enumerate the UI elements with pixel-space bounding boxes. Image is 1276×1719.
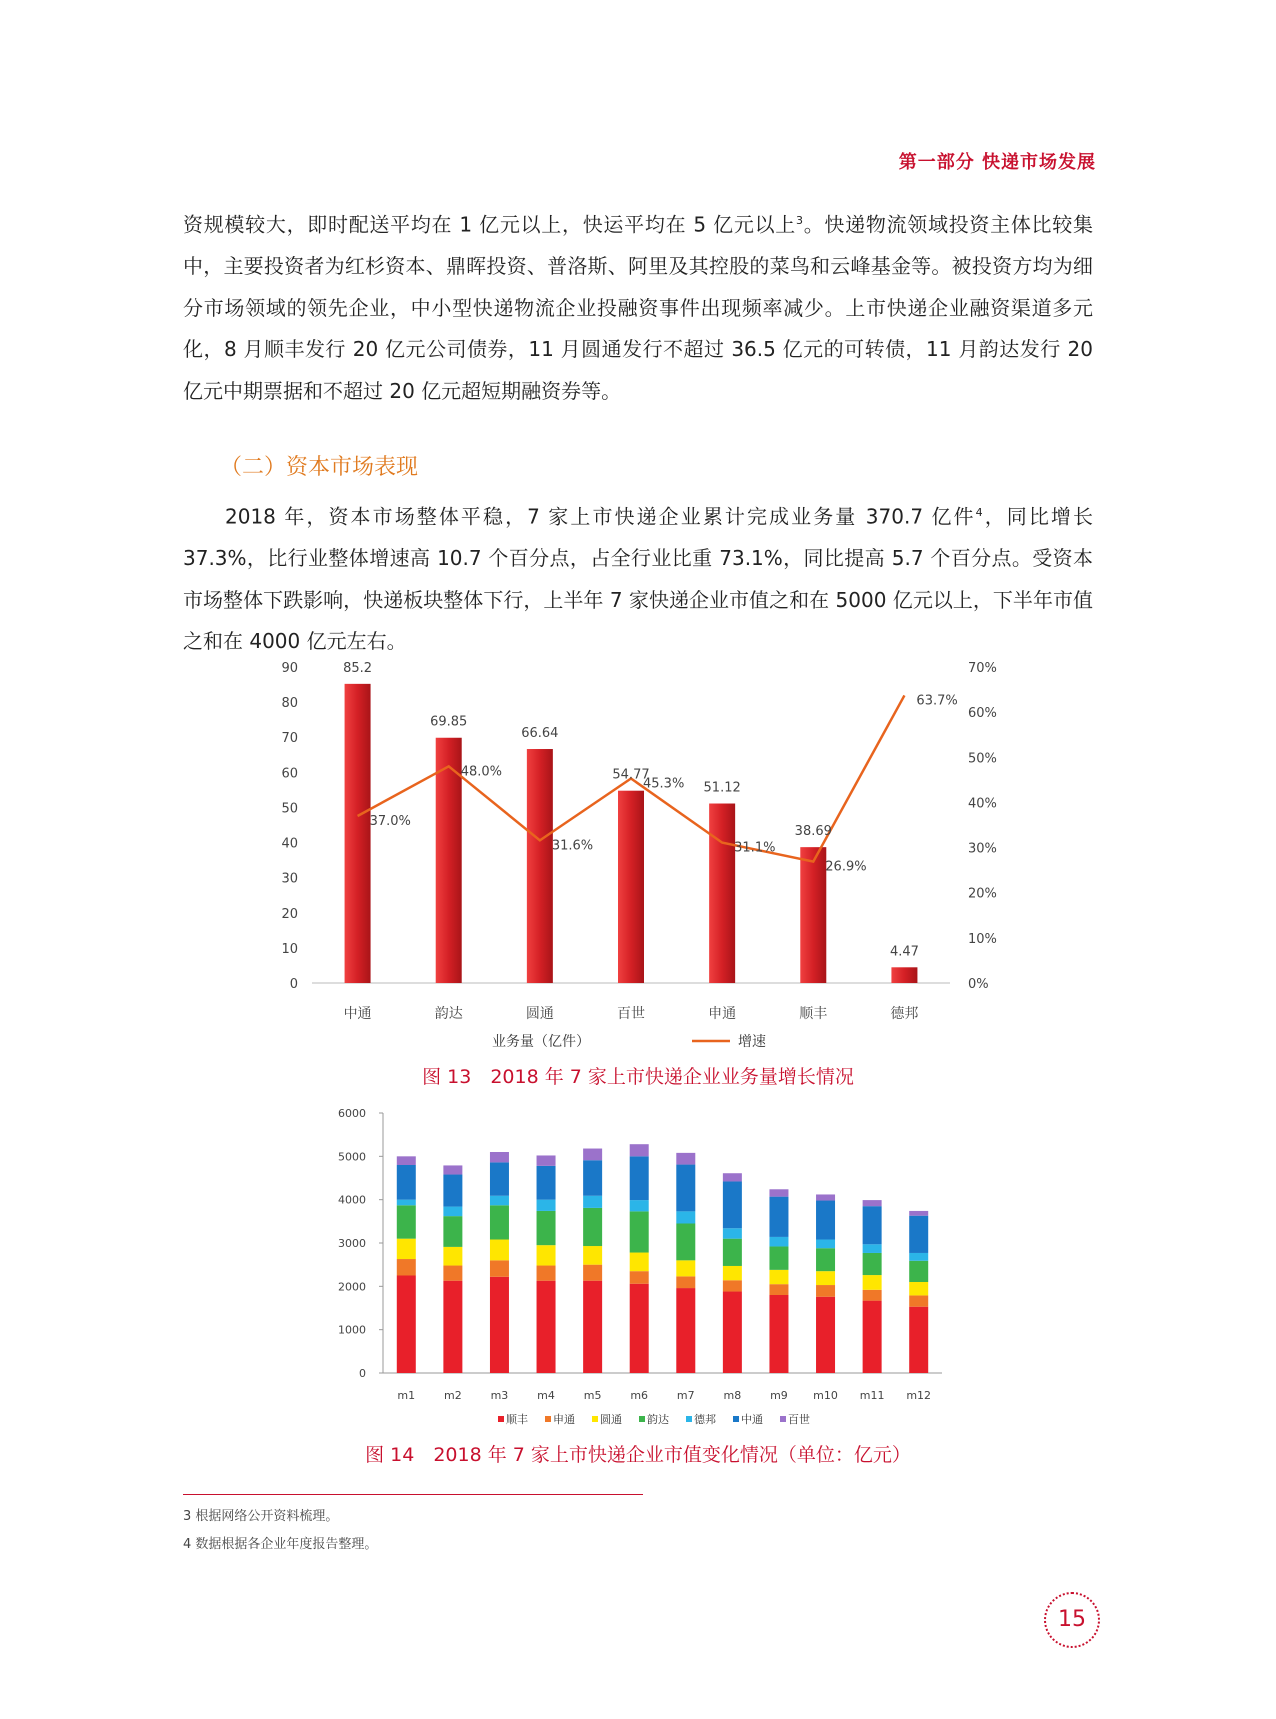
chart1-x-tick: 德邦 [890,1006,919,1022]
chart2-legend-label: 圆通 [600,1413,622,1426]
paragraph-1-text-a: 资规模较大，即时配送平均在 1 亿元以上，快运平均在 5 亿元以上 [183,212,796,237]
chart1-bar-label: 54.77 [612,767,650,783]
chart2-y-tick: 4000 [338,1193,366,1207]
footnote-4: 4 数据根据各企业年度报告整理。 [183,1537,378,1552]
chart2-y-tick: 1000 [338,1323,366,1337]
chart1-y-tick: 0 [289,977,298,992]
footnote-ref-3[interactable]: 3 [796,214,803,227]
chart1-y-tick: 40 [281,836,298,852]
chart1-bar-label: 69.85 [430,714,468,730]
chart2-x-tick: m8 [723,1389,742,1402]
chart1-x-tick: 韵达 [434,1006,463,1022]
chart2-x-tick: m10 [813,1389,838,1402]
chart1-x-tick: 中通 [343,1006,372,1022]
chart1-y2-tick: 20% [968,886,997,902]
chart1-y2-tick: 0% [968,977,989,992]
chart2-legend-label: 中通 [741,1413,763,1426]
chart2-legend-label: 百世 [788,1413,810,1426]
page-header: 第一部分 快递市场发展 [898,152,1096,173]
chart1-bar [800,847,826,983]
chart2-x-tick: m7 [676,1389,695,1402]
chart1-y2-tick: 40% [968,796,997,812]
chart2-x-tick: m9 [770,1389,788,1402]
chart1-y2-tick: 70% [968,661,997,676]
chart2-y-tick: 0 [359,1367,366,1380]
chart1-bar-label: 66.64 [521,726,559,742]
chart1-y2-tick: 60% [968,706,997,722]
chart1-y-tick: 80 [281,696,298,712]
chart1-y-tick: 60 [281,766,298,782]
chart1-line-label: 31.1% [734,840,776,856]
chart1-x-tick: 顺丰 [799,1006,828,1022]
chart2-x-tick: m1 [397,1389,416,1402]
chart2-x-tick: m5 [583,1389,602,1402]
chart2-legend-label: 韵达 [647,1413,669,1426]
chart1-x-tick: 百世 [617,1006,645,1022]
chart1-bar-label: 51.12 [703,780,741,796]
paragraph-1-text-b: 。快递物流领域投资主体比较集中，主要投资者为红杉资本、鼎晖投资、普洛斯、阿里及其控股的菜鸟和云峰基金等。被投资方均为细分市场领域的领先企业，中小型快递物流企业投融资事件出现频率减少。上市快递企业融资渠道多元化，8 月顺丰发行 20 亿元公司债券，11 月圆通发行不超过 36.5 亿元的可转债，11 月韵达发行 20 亿元中期票据和不超过 20 亿元超短期融资券等。 [183,212,1093,403]
figure-14-caption: 图 14 2018 年 7 家上市快递企业市值变化情况（单位：亿元） [365,1444,911,1466]
chart2-y-tick: 3000 [338,1237,366,1250]
chart1-bar-label: 4.47 [889,944,919,960]
chart1-x-tick: 圆通 [525,1006,554,1022]
chart1-x-tick: 申通 [708,1006,737,1022]
chart2-x-tick: m11 [859,1389,885,1402]
chart1-legend-bar-label: 业务量（亿件） [492,1034,590,1050]
chart2-x-tick: m2 [444,1389,462,1402]
chart1-line-label: 37.0% [369,813,411,829]
chart1-y-tick: 50 [281,801,298,817]
figure-13-caption: 图 13 2018 年 7 家上市快递企业业务量增长情况 [422,1066,854,1088]
chart1-y2-tick: 50% [968,751,997,767]
chart1-line-label: 26.9% [825,859,867,875]
chart1-line-label: 63.7% [916,693,958,709]
chart1-line-label: 31.6% [551,838,594,854]
paragraph-2-text-a: 2018 年，资本市场整体平稳，7 家上市快递企业累计完成业务量 370.7 亿件 [225,504,976,529]
page-number: 15 [1044,1592,1100,1648]
chart1-y-tick: 90 [281,661,298,676]
chart1-y-tick: 30 [281,871,298,887]
chart1-y-tick: 70 [281,731,298,747]
chart1-y2-tick: 10% [968,931,997,947]
chart2-legend-label: 申通 [553,1413,575,1426]
footnote-divider [183,1494,643,1495]
chart1-y-tick: 10 [281,941,298,957]
chart1-line-label: 48.0% [460,764,503,780]
chart1-bar [618,791,644,983]
footnote-ref-4[interactable]: 4 [975,506,983,519]
chart1-bar [345,684,371,983]
chart2-legend-label: 顺丰 [506,1413,528,1426]
chart1-y-tick: 20 [281,906,298,922]
chart1-bar-label: 85.2 [343,660,373,676]
chart1-bar [709,804,735,983]
chart2-x-tick: m3 [490,1389,509,1402]
chart1-bar-label: 38.69 [794,824,832,840]
chart2-x-tick: m4 [537,1389,555,1402]
chart1-bar [527,749,553,983]
chart2-y-tick: 5000 [338,1150,366,1164]
chart1-legend-line-label: 增速 [738,1034,766,1050]
footnote-3: 3 根据网络公开资料梳理。 [183,1509,339,1524]
chart2-legend-label: 德邦 [694,1413,716,1426]
chart1-line-label: 45.3% [643,776,685,792]
chart1-y2-tick: 30% [968,841,997,857]
chart2-y-tick: 6000 [338,1107,366,1120]
chart1-bar [891,967,917,983]
chart2-x-tick: m12 [906,1389,932,1402]
section-title: （二）资本市场表现 [220,455,419,480]
chart2-x-tick: m6 [630,1389,649,1402]
chart2-y-tick: 2000 [338,1280,366,1294]
paragraph-2-text-b: ，同比增长 37.3%，比行业整体增速高 10.7 个百分点，占全行业比重 73.1%，同比提高 5.7 个百分点。受资本市场整体下跌影响，快递板块整体下行，上半年 7 家快递企业市值之和在 5000 亿元以上，下半年市值之和在 4000 亿元左右。 [183,504,1093,654]
